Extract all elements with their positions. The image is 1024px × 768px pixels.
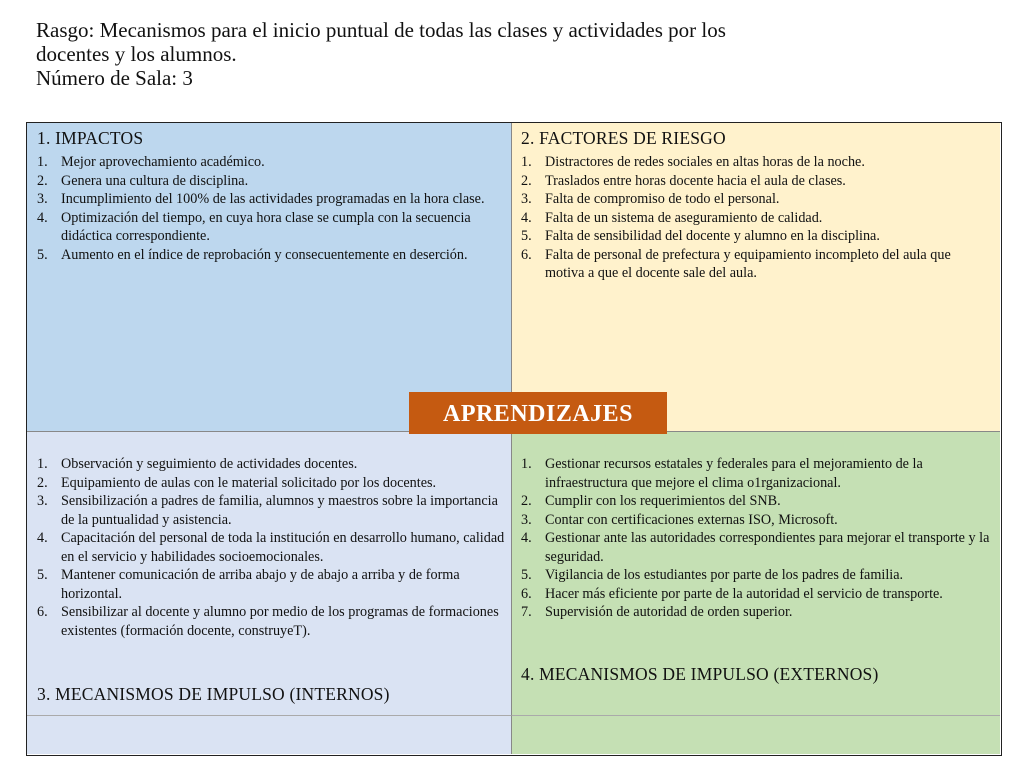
list-item bbox=[521, 190, 991, 209]
factores-title: 2. FACTORES DE RIESGO bbox=[521, 128, 726, 148]
internos-title: 3. MECANISMOS DE IMPULSO (INTERNOS) bbox=[37, 684, 390, 704]
list-item bbox=[37, 455, 507, 474]
list-item-text: Capacitación del personal de toda la institución en desarrollo humano, calidad en el servicio y habilidades socioemocionales. bbox=[61, 530, 505, 565]
internos-list bbox=[37, 455, 507, 640]
list-item-text: Falta de un sistema de aseguramiento de calidad. bbox=[545, 209, 823, 226]
list-item-number: 1. bbox=[521, 154, 532, 170]
list-item-number: 5. bbox=[521, 228, 532, 244]
list-item bbox=[37, 474, 507, 493]
list-item bbox=[37, 492, 507, 529]
list-item-text: Optimización del tiempo, en cuya hora clase se cumpla con la secuencia didáctica correspondiente. bbox=[61, 209, 471, 244]
list-item bbox=[37, 190, 507, 209]
list-item bbox=[521, 566, 991, 585]
factores-list bbox=[521, 153, 991, 283]
list-item-number: 4. bbox=[37, 530, 48, 546]
list-item-text: Observación y seguimiento de actividades docentes. bbox=[61, 456, 358, 472]
internos-quadrant bbox=[27, 432, 512, 715]
list-item-text: Contar con certificaciones externas ISO, Microsoft. bbox=[545, 511, 838, 528]
list-item-text: Gestionar recursos estatales y federales para el mejoramiento de la infraestructura que mejore el clima o1rganizacional. bbox=[545, 456, 923, 491]
list-item-text: Falta de sensibilidad del docente y alumno en la disciplina. bbox=[545, 228, 880, 244]
slide-header bbox=[36, 18, 936, 90]
list-item-number: 2. bbox=[521, 172, 532, 189]
list-item-number: 3. bbox=[37, 191, 48, 207]
externos-quadrant bbox=[512, 432, 1000, 715]
list-item bbox=[521, 585, 991, 604]
list-item-text: Incumplimiento del 100% de las actividades programadas en la hora clase. bbox=[61, 191, 485, 207]
list-item-number: 6. bbox=[521, 246, 532, 263]
list-item-text: Mantener comunicación de arriba abajo y de abajo a arriba y de forma horizontal. bbox=[61, 567, 460, 602]
list-item bbox=[521, 455, 991, 492]
list-item bbox=[521, 172, 991, 191]
list-item-text: Hacer más eficiente por parte de la autoridad el servicio de transporte. bbox=[545, 585, 943, 602]
list-item-text: Vigilancia de los estudiantes por parte de los padres de familia. bbox=[545, 567, 904, 583]
aprendizajes-badge: APRENDIZAJES bbox=[409, 392, 667, 434]
list-item-text: Sensibilización a padres de familia, alumnos y maestros sobre la importancia de la puntualidad y asistencia. bbox=[61, 493, 498, 528]
list-item-number: 4. bbox=[521, 530, 532, 546]
externos-list bbox=[521, 455, 991, 622]
list-item bbox=[521, 246, 991, 283]
header-line-3: Número de Sala: 3 bbox=[36, 66, 193, 90]
list-item-number: 5. bbox=[37, 567, 48, 583]
list-item bbox=[37, 529, 507, 566]
list-item-number: 3. bbox=[37, 493, 48, 509]
list-item bbox=[521, 603, 991, 622]
list-item-number: 7. bbox=[521, 604, 532, 620]
list-item-text: Distractores de redes sociales en altas horas de la noche. bbox=[545, 154, 865, 170]
list-item-text: Falta de compromiso de todo el personal. bbox=[545, 191, 780, 207]
externos-title: 4. MECANISMOS DE IMPULSO (EXTERNOS) bbox=[521, 664, 879, 684]
list-item-number: 1. bbox=[37, 456, 48, 472]
header-line-1: Rasgo: Mecanismos para el inicio puntual de todas las clases y actividades por los bbox=[36, 18, 726, 42]
externos-footer-row bbox=[512, 715, 1000, 754]
list-item bbox=[521, 511, 991, 530]
list-item-text: Sensibilizar al docente y alumno por medio de los programas de formaciones existentes (formación docente, construyeT). bbox=[61, 604, 499, 639]
impactos-title: 1. IMPACTOS bbox=[37, 128, 144, 148]
list-item-number: 6. bbox=[521, 585, 532, 602]
list-item-number: 4. bbox=[37, 209, 48, 226]
list-item-number: 5. bbox=[521, 567, 532, 583]
list-item-text: Mejor aprovechamiento académico. bbox=[61, 154, 265, 170]
list-item bbox=[37, 209, 507, 246]
impactos-list bbox=[37, 153, 507, 264]
list-item bbox=[521, 209, 991, 228]
list-item-number: 6. bbox=[37, 604, 48, 620]
factores-quadrant bbox=[512, 123, 1000, 432]
list-item bbox=[521, 153, 991, 172]
list-item-number: 2. bbox=[37, 474, 48, 491]
list-item-text: Supervisión de autoridad de orden superior. bbox=[545, 604, 793, 620]
list-item bbox=[37, 172, 507, 191]
quadrant-grid bbox=[26, 122, 1002, 756]
list-item-text: Gestionar ante las autoridades correspondientes para mejorar el transporte y la seguridad. bbox=[545, 530, 990, 565]
list-item-text: Cumplir con los requerimientos del SNB. bbox=[545, 493, 781, 509]
list-item-number: 4. bbox=[521, 209, 532, 226]
list-item-number: 5. bbox=[37, 246, 48, 263]
header-line-2: docentes y los alumnos. bbox=[36, 42, 237, 66]
list-item bbox=[521, 492, 991, 511]
list-item bbox=[37, 246, 507, 265]
list-item-text: Falta de personal de prefectura y equipamiento incompleto del aula que motiva a que el docente sale del aula. bbox=[545, 246, 951, 281]
list-item-number: 1. bbox=[37, 154, 48, 170]
list-item bbox=[37, 153, 507, 172]
list-item-number: 2. bbox=[37, 172, 48, 189]
list-item-text: Genera una cultura de disciplina. bbox=[61, 172, 249, 189]
list-item-text: Equipamiento de aulas con le material solicitado por los docentes. bbox=[61, 474, 437, 491]
impactos-quadrant bbox=[27, 123, 512, 432]
list-item-number: 2. bbox=[521, 493, 532, 509]
list-item-text: Traslados entre horas docente hacia el aula de clases. bbox=[545, 172, 846, 189]
list-item bbox=[37, 603, 507, 640]
list-item-number: 1. bbox=[521, 456, 532, 472]
list-item bbox=[521, 529, 991, 566]
list-item-number: 3. bbox=[521, 511, 532, 528]
internos-footer-row bbox=[27, 715, 512, 754]
list-item-text: Aumento en el índice de reprobación y consecuentemente en deserción. bbox=[61, 246, 468, 263]
list-item bbox=[521, 227, 991, 246]
list-item-number: 3. bbox=[521, 191, 532, 207]
list-item bbox=[37, 566, 507, 603]
